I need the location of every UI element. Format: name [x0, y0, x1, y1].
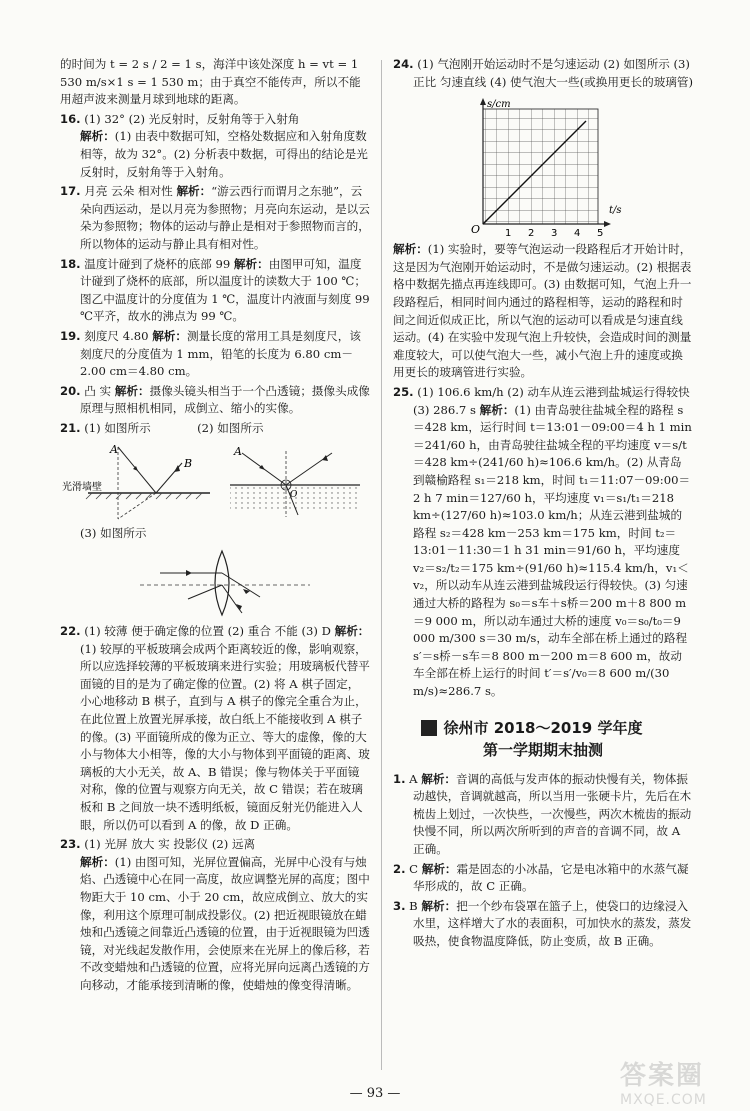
answer-25 [393, 384, 693, 701]
label-wall: 光滑墙壁 [62, 482, 102, 494]
item-number: 3. [393, 898, 406, 913]
figure-21-3-lens [60, 547, 370, 619]
item-explain: “游云西行而谓月之东驰”，云朵向西运动，是以月亮为参照物；月亮向东运动，是以云朵为参照物；物体的运动与静止是相对于参照物而言的，所以物体的运动与静止具有相对性。 [80, 184, 370, 251]
item-number: 22. [60, 624, 81, 639]
watermark-line2: MXQE.COM [620, 1092, 707, 1108]
item-answer: 温度计碰到了烧杯的底部 99 [84, 256, 231, 271]
column-divider [381, 60, 382, 1070]
item-answer: 凸 实 [84, 383, 112, 398]
x-tick-4: 4 [574, 228, 581, 238]
item-answer: B [409, 898, 418, 913]
label-O2: O [290, 490, 298, 501]
item-explain: (1) 由图可知，光屏位置偏高，光屏中心没有与烛焰、凸透镜中心在同一高度，故应调整光屏的高度；图中物距大于 10 cm、小于 20 cm，故应成倒立、放大的实像，利用这个原理可制成投影仪。(2) 把近视眼镜放在蜡烛和凸透镜之间靠近凸透镜的位置，由于近视眼镜为凹透镜，对光线起发散作用，会使原来在光屏上的像后移，若不改变蜡烛和凸透镜的位置，应将光屏向远离凸透镜的方向移动，才能承接到清晰的像，使蜡烛的像变得清晰。 [80, 854, 370, 992]
explain-label: 解析： [176, 184, 212, 199]
item-number: 20. [60, 383, 81, 398]
answer-21 [60, 420, 370, 438]
watermark-line1: 答案圈 [620, 1061, 705, 1091]
item-number: 19. [60, 328, 81, 343]
section-heading [393, 717, 693, 761]
s-t-graph [393, 95, 693, 237]
label-A2: A [234, 445, 242, 459]
item-number: 21. [60, 420, 81, 435]
item-answer: (1) 气泡刚开始运动时不是匀速运动 (2) 如图所示 (3) 正比 匀速直线 (4) 使气泡大一些(或换用更长的玻璃管) [413, 57, 693, 89]
figure-21-3-caption: (3) 如图所示 [80, 526, 147, 541]
item-answer: (1) 较薄 便于确定像的位置 (2) 重合 不能 (3) D [84, 624, 331, 639]
answer-19 [60, 328, 370, 381]
item-number: 24. [393, 57, 414, 71]
watermark-logo [620, 1055, 730, 1108]
explain-label: 解析： [421, 898, 457, 913]
left-column [60, 56, 370, 997]
item-answer: 刻度尺 4.80 [84, 328, 149, 343]
graph-ylabel: s/cm [487, 99, 511, 111]
item-answer: (1) 光屏 放大 实 投影仪 (2) 远离 [84, 837, 256, 852]
answer-20 [60, 383, 370, 418]
item-explain: (1) 较厚的平板玻璃会成两个距离较近的像，影响观察，所以应选择较薄的平板玻璃来进行实验；用玻璃板代替平面镜的目的是为了确定像的位置。(2) 将 A 棋子固定，小心地移动 B 棋子，直到与 A 棋子的像完全重合为止，在此位置上放置光屏承接，故白纸上不能接收到 A 棋子的像。(3) 平面镜所成的像为正立、等大的虚像，像的大小与物体大小相等，像的大小与物体到平面镜的距离、玻璃板的大小无关，故 A、B 错误；像与物体关于平面镜对称，像的位置与观察方向无关，故 C 错误；若在玻璃板和 B 之间放一块不透明纸板，镜面反射光仍能进入人眼，所以仍可以看到 A 的像，故 D 正确。 [80, 641, 370, 832]
explain-label: 解析： [233, 256, 269, 271]
intro-paragraph: 的时间为 t = 2 s / 2 = 1 s，海洋中该处深度 h = vt = 1 530 m/s×1 s = 1 530 m；由于真空不能传声，所以不能用超声波来测量月球到地球的距离。 [60, 57, 361, 107]
x-tick-2: 2 [528, 228, 535, 238]
answer-18 [60, 256, 370, 326]
item-number: 25. [393, 384, 414, 399]
item-number: 16. [60, 111, 81, 126]
item-number: 23. [60, 837, 81, 852]
explain-label: 解析： [80, 129, 115, 144]
right-column [393, 56, 693, 953]
answer-2 [393, 861, 693, 896]
explain-label: 解析： [393, 242, 428, 257]
item-number: 1. [393, 771, 406, 786]
section-title-line2: 第一学期期末抽测 [482, 740, 603, 759]
explain-label: 解析： [421, 861, 457, 876]
explain-label: 解析： [421, 771, 457, 786]
item-answer: (1) 106.6 km/h (2) 动车从连云港到盐城运行得较快 (3) 286.7 s [413, 384, 690, 417]
answer-16 [60, 111, 370, 181]
item-explain: 霜是固态的小冰晶，它是电冰箱中的水蒸气凝华形成的，故 C 正确。 [413, 861, 689, 894]
item-explain: 测量长度的常用工具是刻度尺，该刻度尺的分度值为 1 mm，铅笔的长度为 6.80 cm－2.00 cm＝4.80 cm。 [80, 328, 361, 379]
page-number: — 93 — [349, 1086, 401, 1101]
explain-label: 解析： [334, 624, 370, 639]
item-explain: (1) 由青岛驶往盐城全程的路程 s＝428 km，运行时间 t＝13:01－09:00＝4 h 1 min＝241/60 h，由青岛驶往盐城全程的平均速度 v＝s/t＝428 km÷(241/60 h)≈106.6 km/h。(2) 从青岛到赣榆路程 s₁＝218 km，时间 t₁＝11:07－09:00＝2 h 7 min＝127/60 h，平均速度 v₁＝s₁/t₁＝218 km÷(127/60 h)≈103.0 km/h；从连云港到盐城的路程 s₂＝428 km－253 km＝175 km，时间 t₂＝13:01－11:30＝1 h 31 min＝91/60 h，平均速度 v₂＝s₂/t₂＝175 km÷(91/60 h)≈115.4 km/h，v₁＜v₂，所以动车从连云港到盐城段运行得较快。(3) 匀速通过大桥的路程为 s₀＝s车＋s桥＝200 m＋8 800 m＝9 000 m，所以动车通过大桥的速度 v₀＝s₀/t₀＝9 000 m/300 s＝30 m/s，动车全部在桥上通过的路程 s′＝s桥－s车＝8 800 m－200 m＝8 600 m，故动车全部在桥上运行的时间 t′＝s′/v₀＝8 600 m/(30 m/s)≈286.7 s。 [413, 402, 692, 699]
x-tick-5: 5 [597, 228, 604, 238]
answer-24 [393, 56, 693, 91]
item-answer: 月亮 云朵 相对性 [84, 184, 173, 199]
item-explain: (1) 由表中数据可知，空格处数据应和入射角度数相等，故为 32°。(2) 分析表中数据，可得出的结论是光反射时，反射角等于入射角。 [80, 129, 368, 179]
answer-24-explain [393, 241, 693, 382]
x-tick-3: 3 [551, 228, 558, 238]
item-explain: 摄像头镜头相当于一个凸透镜；摄像头成像原理与照相机相同，成倒立、缩小的实像。 [80, 383, 370, 416]
explain-label: 解析： [479, 402, 515, 417]
item-answer: (1) 32° (2) 光反射时，反射角等于入射角 [84, 111, 300, 126]
figure-21-reflection-refraction [60, 441, 370, 521]
item-explain: 由图甲可知，温度计碰到了烧杯的底部，所以温度计的读数大于 100 ℃；图乙中温度计的分度值为 1 ℃，温度计内液面与刻度 99 ℃平齐，故水的沸点为 99 ℃。 [80, 256, 370, 324]
section-title-line1: 徐州市 2018～2019 学年度 [443, 718, 643, 737]
item-answer: A [409, 771, 418, 786]
answer-3 [393, 898, 693, 951]
x-tick-1: 1 [505, 228, 512, 238]
answer-23 [60, 836, 370, 994]
answer-22 [60, 623, 370, 834]
answer-1 [393, 771, 693, 859]
item-explain: 把一个纱布袋罩在篮子上，使袋口的边缘浸入水里，这样增大了水的表面积，可加快水的蒸发，蒸发吸热，使食物温度降低，防止变质，故 B 正确。 [413, 898, 692, 948]
label-A: A [110, 443, 118, 457]
answer-17 [60, 183, 370, 253]
item-explain: 音调的高低与发声体的振动快慢有关，物体振动越快，音调就越高，所以当用一张硬卡片，先后在木梳齿上划过，一次快些，一次慢些，两次木梳齿的振动快慢不同，所以两次所听到的声音的音调不同，故 A 正确。 [413, 771, 692, 856]
label-B: B [184, 457, 193, 471]
explain-label: 解析： [152, 328, 187, 343]
item-explain: (1) 实验时，要等气泡运动一段路程后才开始计时，这是因为气泡刚开始运动时，不是做匀速运动。(2) 根据表格中数据先描点再连线即可。(3) 由数据可知，气泡上升一段路程后，相同时间内通过的路程相等，运动的路程和时间之间近似成正比，所以气泡的运动可以看成是匀速直线运动。(4) 在实验中发现气泡上升较快，会造成时间的测量难度较大，可以使气泡大一些，减小气泡上升的速度或换用更长的玻璃管进行实验。 [393, 242, 692, 380]
explain-label: 解析： [114, 383, 150, 398]
section-marker-icon [421, 720, 437, 736]
graph-xlabel: t/s [609, 205, 622, 217]
item-number: 2. [393, 861, 406, 876]
item-number: 18. [60, 256, 81, 271]
explain-label: 解析： [80, 854, 115, 869]
item-answer: C [409, 861, 419, 876]
item-number: 17. [60, 184, 81, 199]
item-answer: (1) 如图所示 (2) 如图所示 [84, 420, 264, 435]
graph-origin: O [471, 223, 481, 237]
